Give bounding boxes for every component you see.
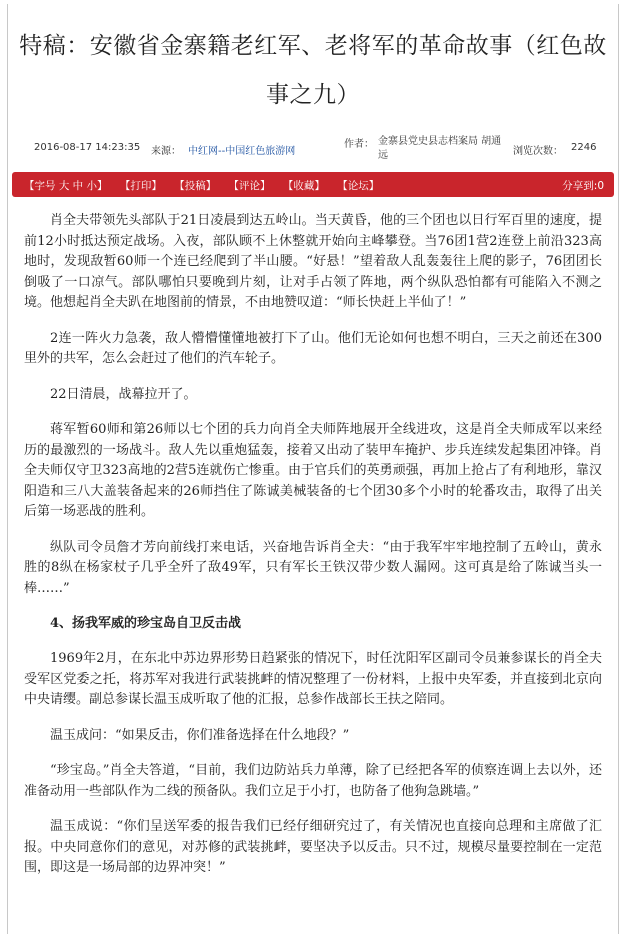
submit-button[interactable]: 【投稿】 (174, 180, 217, 192)
publish-date: 2016-08-17 14:23:35 (34, 142, 141, 153)
source-label: 来源： (151, 146, 181, 157)
article-toolbar (12, 172, 614, 197)
font-size-control[interactable]: 【字号 大 中 小】 (24, 180, 108, 192)
comment-button[interactable]: 【评论】 (228, 180, 271, 192)
paragraph: “珍宝岛。”肖全夫答道，“目前，我们边防站兵力单薄，除了已经把各军的侦察连调上去以外，还准备动用一些部队作为二线的预备队。我们立足于小打，也防备了他狗急跳墙。” (24, 763, 602, 799)
views-count: 2246 (571, 142, 597, 153)
source-link[interactable]: 中红网--中国红色旅游网 (188, 146, 296, 157)
paragraph: 温玉成问：“如果反击，你们准备选择在什么地段？” (50, 727, 350, 743)
print-button[interactable]: 【打印】 (119, 180, 162, 192)
paragraph: 22日清晨，战幕拉开了。 (50, 386, 197, 402)
article-meta (8, 132, 618, 166)
views-label: 浏览次数： (513, 146, 563, 157)
paragraph: 2连一阵火力急袭，敌人懵懵懂懂地被打下了山。他们无论如何也想不明白，三天之前还在300里外的共军，怎么会赶过了他们的汽车轮子。 (24, 330, 602, 366)
article-title: 特稿：安徽省金寨籍老红军、老将军的革命故事（红色故事之九） (19, 33, 607, 108)
paragraph: 蒋军暂60师和第26师以七个团的兵力向肖全夫师阵地展开全线进攻，这是肖全夫师成军以来经历的最激烈的一场战斗。敌人先以重炮猛轰，接着又出动了装甲车掩护、步兵连续发起集团冲锋。肖全夫师仅守卫323高地的2营5连就伤亡惨重。由于官兵们的英勇顽强，再加上抢占了有利地形，靠汉阳造和三八大盖装备起来的26师挡住了陈诚美械装备的七个团30多个小时的轮番攻击，取得了出关后第一场恶战的胜利。 (24, 422, 602, 519)
author-label: 作者： (344, 139, 374, 150)
forum-button[interactable]: 【论坛】 (337, 180, 380, 192)
section-heading: 4、扬我军威的珍宝岛自卫反击战 (50, 616, 242, 631)
paragraph: 纵队司令员詹才芳向前线打来电话，兴奋地告诉肖全夫：“由于我军牢牢地控制了五岭山，黄永胜的8纵在杨家杖子几乎全歼了敌49军，只有军长王铁汉带少数人漏网。这可真是给了陈诚当头一棒……” (24, 539, 602, 596)
paragraph: 1969年2月，在东北中苏边界形势日趋紧张的情况下，时任沈阳军区副司令员兼参谋长的肖全夫受军区党委之托，将苏军对我进行武装挑衅的情况整理了一份材料，上报中央军委，并直接到北京向中央请缨。副总参谋长温玉成听取了他的汇报，总参作战部长王扶之陪同。 (24, 651, 602, 707)
paragraph: 温玉成说：“你们呈送军委的报告我们已经仔细研究过了，有关情况也直接向总理和主席做了汇报。中央同意你们的意见，对苏修的武装挑衅，要坚决予以反击。只不过，规模尽量要控制在一定范围，即这是一场局部的边界冲突！” (24, 819, 602, 875)
paragraph: 肖全夫带领先头部队于21日凌晨到达五岭山。当天黄昏，他的三个团也以日行军百里的速度，提前12小时抵达预定战场。入夜，部队顾不上休整就开始向主峰攀登。当76团1营2连登上前沿323高地时，发现敌暂60师一个连已经爬到了半山腰。“好悬！”望着敌人乱轰轰往上爬的影子，76团团长倒吸了一口凉气。部队哪怕只要晚到片刻，让对手占领了阵地，两个纵队恐怕都有可能陷入不测之境。他想起肖全夫趴在地图前的情景，不由地赞叹道：“师长快赶上半仙了！” (24, 213, 602, 310)
share-button[interactable]: 分享到:0 (562, 180, 604, 192)
article-page (7, 4, 619, 934)
favorite-button[interactable]: 【收藏】 (282, 180, 325, 192)
author-name: 金寨县党史县志档案局 胡通远 (378, 136, 502, 161)
article-body (8, 197, 618, 879)
